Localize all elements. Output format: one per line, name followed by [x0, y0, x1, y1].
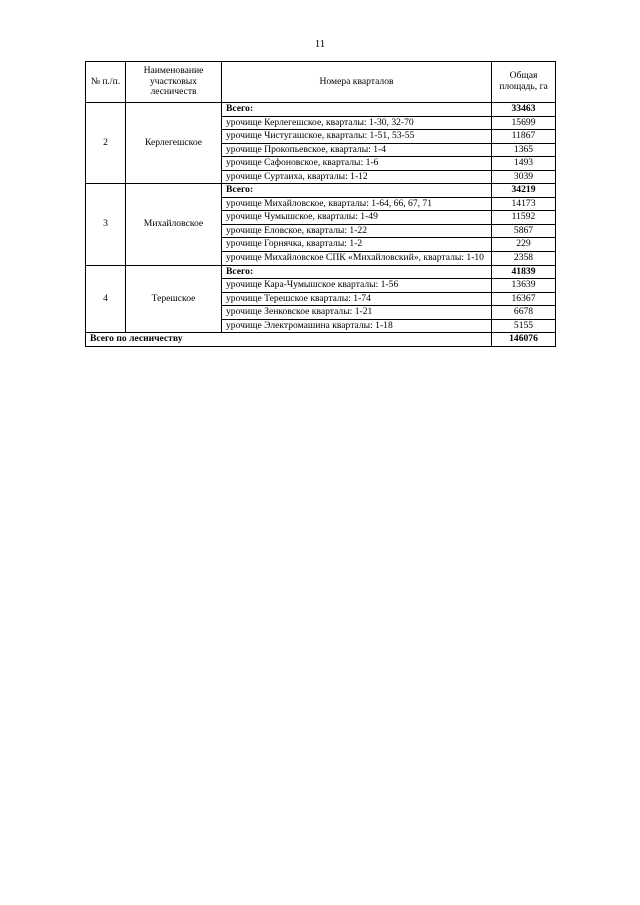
cell-forestry-name: Михайловское	[126, 184, 222, 265]
cell-forestry-name: Керлегешское	[126, 103, 222, 184]
cell-quarters: урочище Горнячка, кварталы: 1-2	[222, 238, 492, 252]
cell-area: 2358	[492, 252, 556, 266]
cell-num: 2	[86, 103, 126, 184]
header-quarters: Номера кварталов	[222, 62, 492, 103]
header-name: Наименование участковых лесничеств	[126, 62, 222, 103]
cell-quarters: урочище Керлегешское, кварталы: 1-30, 32-70	[222, 116, 492, 130]
cell-forestry-name: Терешское	[126, 265, 222, 333]
cell-total-area: 41839	[492, 265, 556, 279]
cell-quarters: урочище Суртаиха, кварталы: 1-12	[222, 170, 492, 184]
cell-grand-total-area: 146076	[492, 333, 556, 347]
cell-area: 1493	[492, 157, 556, 171]
cell-area: 229	[492, 238, 556, 252]
cell-total-label: Всего:	[222, 103, 492, 117]
cell-quarters: урочище Электромашина кварталы: 1-18	[222, 319, 492, 333]
cell-total-area: 34219	[492, 184, 556, 198]
forestry-table	[85, 61, 556, 347]
cell-quarters: урочище Сафоновское, кварталы: 1-6	[222, 157, 492, 171]
cell-quarters: урочище Кара-Чумышское кварталы: 1-56	[222, 279, 492, 293]
table-body	[86, 103, 556, 347]
cell-quarters: урочище Чистугашское, кварталы: 1-51, 53-55	[222, 130, 492, 144]
cell-area: 11592	[492, 211, 556, 225]
cell-quarters: урочище Чумышское, кварталы: 1-49	[222, 211, 492, 225]
cell-num: 3	[86, 184, 126, 265]
cell-quarters: урочище Терешское кварталы: 1-74	[222, 292, 492, 306]
cell-total-area: 33463	[492, 103, 556, 117]
table-row-grand-total	[86, 333, 556, 347]
table-header-row	[86, 62, 556, 103]
cell-total-label: Всего:	[222, 265, 492, 279]
cell-quarters: урочище Михайловское, кварталы: 1-64, 66, 67, 71	[222, 197, 492, 211]
cell-num: 4	[86, 265, 126, 333]
table-row-total	[86, 103, 556, 117]
cell-area: 1365	[492, 143, 556, 157]
cell-area: 5867	[492, 224, 556, 238]
cell-area: 11867	[492, 130, 556, 144]
cell-area: 14173	[492, 197, 556, 211]
cell-grand-total-label: Всего по лесничеству	[86, 333, 492, 347]
cell-area: 5155	[492, 319, 556, 333]
cell-area: 13639	[492, 279, 556, 293]
header-num: № п./п.	[86, 62, 126, 103]
cell-quarters: урочище Прокопьевское, кварталы: 1-4	[222, 143, 492, 157]
table-row-total	[86, 265, 556, 279]
cell-quarters: урочище Михайловское СПК «Михайловский», кварталы: 1-10	[222, 252, 492, 266]
table-row-total	[86, 184, 556, 198]
cell-quarters: урочище Зенковское кварталы: 1-21	[222, 306, 492, 320]
cell-area: 6678	[492, 306, 556, 320]
cell-area: 16367	[492, 292, 556, 306]
page-number: 11	[314, 38, 326, 50]
cell-quarters: урочище Еловское, кварталы: 1-22	[222, 224, 492, 238]
cell-area: 3039	[492, 170, 556, 184]
cell-total-label: Всего:	[222, 184, 492, 198]
header-area: Общая площадь, га	[492, 62, 556, 103]
cell-area: 15699	[492, 116, 556, 130]
